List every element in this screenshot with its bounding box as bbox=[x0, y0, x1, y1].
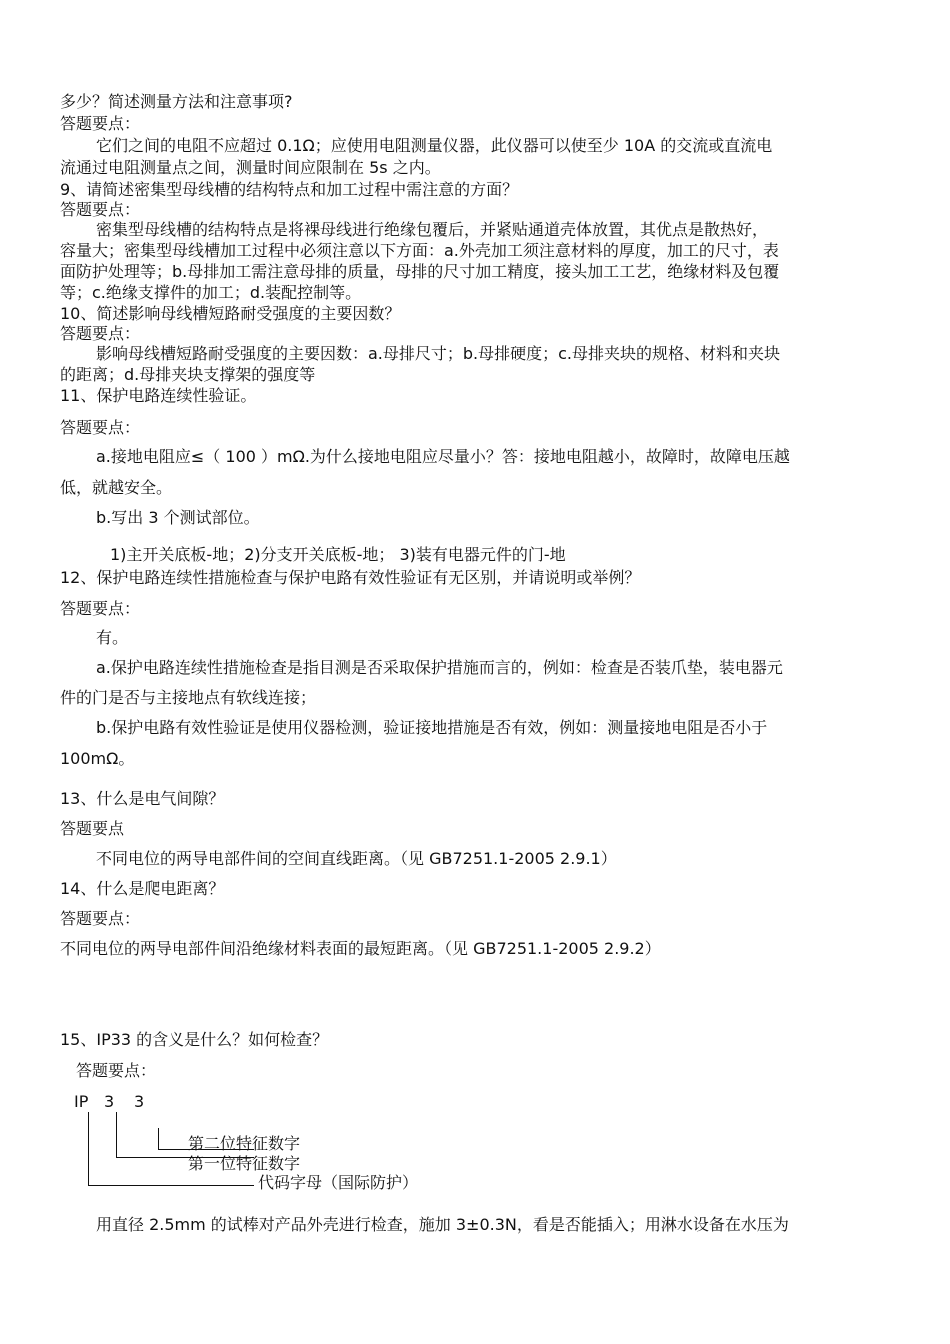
question-12: 12、保护电路连续性措施检查与保护电路有效性验证有无区别，并请说明或举例？ bbox=[60, 568, 641, 587]
answer-15-line-1: 用直径 2.5mm 的试棒对产品外壳进行检查，施加 3±0.3N，看是否能插入；用淋水设备在水压为 bbox=[96, 1215, 789, 1234]
answer-8-line-1: 它们之间的电阻不应超过 0.1Ω；应使用电阻测量仪器，此仪器可以使至少 10A 的交流或直流电 bbox=[96, 136, 773, 155]
answer-11-test-points: 1)主开关底板-地；2)分支开关底板-地； 3)装有电器元件的门-地 bbox=[110, 545, 566, 564]
answer-label: 答题要点： bbox=[60, 114, 141, 133]
answer-label: 答题要点： bbox=[60, 200, 141, 219]
answer-10-line-2: 的距离；d.母排夹块支撑架的强度等 bbox=[60, 365, 316, 384]
answer-12-line-3: 件的门是否与主接地点有软线连接； bbox=[60, 688, 317, 707]
question-14: 14、什么是爬电距离？ bbox=[60, 879, 225, 898]
answer-label: 答题要点： bbox=[60, 599, 141, 618]
ip-first-digit: 3 bbox=[104, 1092, 115, 1111]
question-15: 15、IP33 的含义是什么？如何检查？ bbox=[60, 1030, 329, 1049]
first-digit-label: 第一位特征数字 bbox=[188, 1154, 301, 1173]
answer-label: 答题要点： bbox=[60, 324, 141, 343]
answer-11-line-1: a.接地电阻应≤（ 100 ）mΩ.为什么接地电阻应尽量小？答：接地电阻越小，故障时，故障电压越 bbox=[96, 447, 790, 466]
ip-second-digit: 3 bbox=[134, 1092, 145, 1111]
answer-9-line-3: 面防护处理等；b.母排加工需注意母排的质量，母排的尺寸加工精度，接头加工工艺，绝缘材料及包覆 bbox=[60, 262, 780, 281]
code-letter-label: 代码字母（国际防护） bbox=[258, 1173, 419, 1192]
answer-13: 不同电位的两导电部件间的空间直线距离。（见 GB7251.1-2005 2.9.1） bbox=[96, 849, 617, 868]
second-digit-label: 第二位特征数字 bbox=[188, 1134, 301, 1153]
answer-12-line-1: 有。 bbox=[96, 628, 129, 647]
answer-12-line-2: a.保护电路连续性措施检查是指目测是否采取保护措施而言的，例如：检查是否装爪垫，装电器元 bbox=[96, 658, 783, 677]
question-11: 11、保护电路连续性验证。 bbox=[60, 386, 257, 405]
code-connector-vertical bbox=[88, 1112, 89, 1186]
answer-11-line-2: 低，就越安全。 bbox=[60, 478, 173, 497]
code-connector-horizontal bbox=[88, 1185, 254, 1186]
first-digit-connector-vertical bbox=[116, 1112, 117, 1158]
answer-14: 不同电位的两导电部件间沿绝缘材料表面的最短距离。（见 GB7251.1-2005 2.9.2） bbox=[60, 939, 661, 958]
answer-label: 答题要点： bbox=[76, 1061, 157, 1080]
answer-label: 答题要点 bbox=[60, 819, 125, 838]
second-digit-connector-vertical bbox=[158, 1128, 159, 1150]
ip-code-letters: IP bbox=[74, 1092, 89, 1111]
answer-9-line-2: 容量大；密集型母线槽加工过程中必须注意以下方面：a.外壳加工须注意材料的厚度，加工的尺寸，表 bbox=[60, 241, 779, 260]
answer-10-line-1: 影响母线槽短路耐受强度的主要因数：a.母排尺寸；b.母排硬度；c.母排夹块的规格、材料和夹块 bbox=[96, 344, 781, 363]
answer-11-line-3: b.写出 3 个测试部位。 bbox=[96, 508, 260, 527]
question-13: 13、什么是电气间隙？ bbox=[60, 789, 225, 808]
question-8-continuation: 多少？简述测量方法和注意事项? bbox=[60, 92, 293, 111]
question-10: 10、简述影响母线槽短路耐受强度的主要因数？ bbox=[60, 304, 401, 323]
answer-12-line-4: b.保护电路有效性验证是使用仪器检测，验证接地措施是否有效，例如：测量接地电阻是否小于 bbox=[96, 718, 768, 737]
answer-9-line-1: 密集型母线槽的结构特点是将裸母线进行绝缘包覆后，并紧贴通道壳体放置，其优点是散热好， bbox=[96, 220, 769, 239]
answer-12-line-5: 100mΩ。 bbox=[60, 749, 135, 768]
question-9: 9、请简述密集型母线槽的结构特点和加工过程中需注意的方面？ bbox=[60, 180, 519, 199]
answer-label: 答题要点： bbox=[60, 418, 141, 437]
answer-9-line-4: 等；c.绝缘支撑件的加工；d.装配控制等。 bbox=[60, 283, 362, 302]
answer-label: 答题要点： bbox=[60, 909, 141, 928]
answer-8-line-2: 流通过电阻测量点之间，测量时间应限制在 5s 之内。 bbox=[60, 158, 441, 177]
